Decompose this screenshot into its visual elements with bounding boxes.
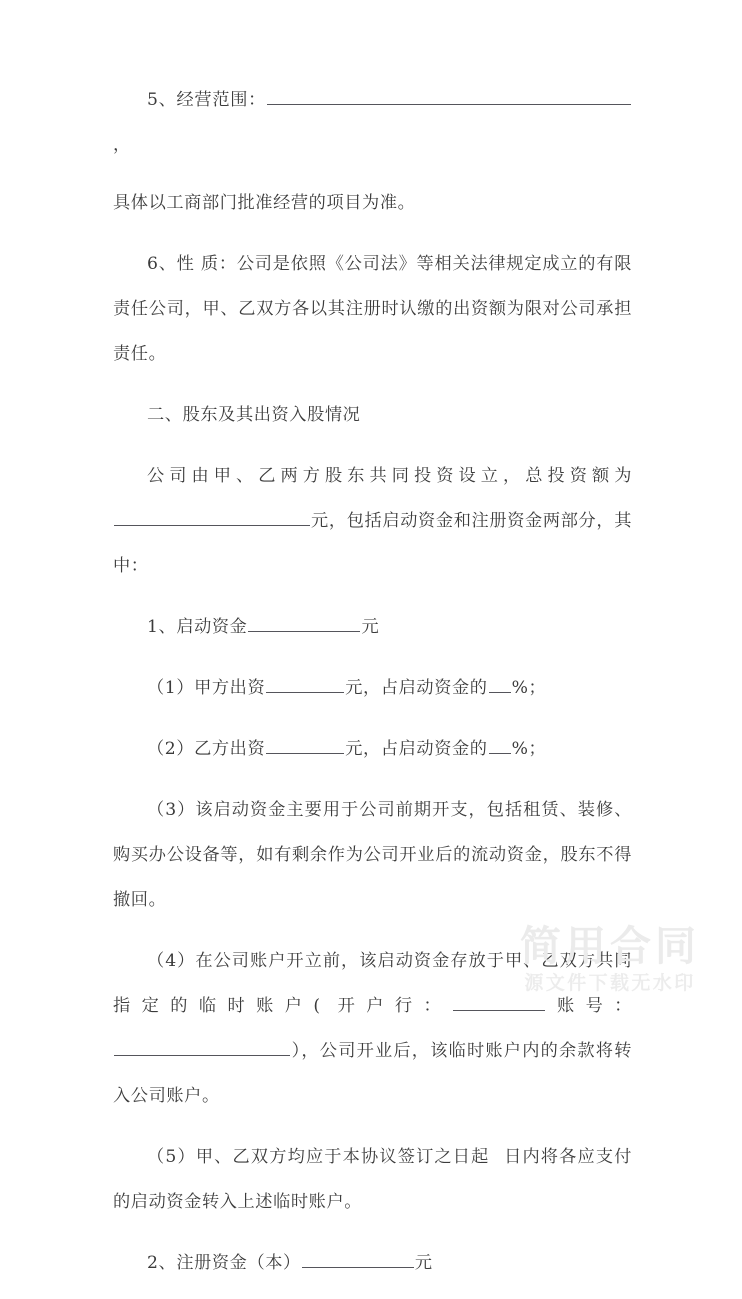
total-investment-prefix: 公司由甲、乙两方股东共同投资设立，总投资额为 — [147, 466, 632, 486]
party-b-amount-blank[interactable] — [266, 737, 344, 754]
paragraph-company-nature: 6、性 质：公司是依照《公司法》等相关法律规定成立的有限责任公司，甲、乙双方各以其注册时认缴的出资额为限对公司承担责任。 — [113, 254, 632, 364]
party-b-prefix: （2）乙方出资 — [147, 739, 266, 759]
business-scope-label: 5、经营范围： — [147, 90, 266, 110]
registered-capital-unit: 元 — [414, 1253, 433, 1273]
paragraph-total-investment — [113, 454, 632, 589]
business-scope-suffix: ， — [113, 135, 131, 155]
account-number-blank[interactable] — [114, 1039, 290, 1056]
watermark-brand: 简用合同 — [520, 922, 700, 971]
heading-section-two: 二、股东及其出资入股情况 — [147, 405, 361, 425]
party-a-percent-blank[interactable] — [489, 676, 511, 693]
party-a-suffix: %； — [511, 678, 547, 698]
opening-bank-blank[interactable] — [453, 994, 545, 1011]
paragraph-business-scope — [113, 78, 632, 168]
party-b-mid: 元，占启动资金的 — [345, 739, 488, 759]
paragraph-party-b-contribution — [113, 727, 632, 772]
paragraph-business-scope-continuation: 具体以工商部门批准经营的项目为准。 — [113, 193, 416, 213]
paragraph-startup-capital — [113, 605, 632, 650]
paragraph-party-a-contribution — [113, 666, 632, 711]
party-b-percent-blank[interactable] — [489, 737, 511, 754]
party-a-amount-blank[interactable] — [266, 676, 344, 693]
transfer-deadline-prefix: （5）甲、乙双方均应于本协议签订之日起 — [147, 1147, 490, 1167]
document-body — [113, 78, 632, 1299]
total-investment-suffix: 元，包括启动资金和注册资金两部分，其中： — [113, 511, 632, 576]
startup-capital-blank[interactable] — [248, 615, 360, 632]
paragraph-transfer-deadline — [113, 1135, 632, 1225]
account-number-label: 账号： — [546, 996, 632, 1016]
registered-capital-label: 2、注册资金（本） — [147, 1253, 301, 1273]
paragraph-temporary-account — [113, 939, 632, 1119]
paragraph-registered-capital — [113, 1241, 632, 1286]
registered-capital-blank[interactable] — [302, 1251, 414, 1268]
total-investment-blank[interactable] — [114, 509, 310, 526]
transfer-deadline-suffix: 日内将各应支付的启动资金转入上述临时账户。 — [113, 1147, 633, 1212]
temp-account-suffix: ），公司开业后，该临时账户内的余款将转入公司账户。 — [113, 1041, 632, 1106]
party-a-mid: 元，占启动资金的 — [345, 678, 488, 698]
party-a-prefix: （1）甲方出资 — [147, 678, 266, 698]
party-b-suffix: %； — [511, 739, 547, 759]
temp-account-prefix: （4）在公司账户开立前，该启动资金存放于甲、乙双方共同指定的临时账户( 开户行： — [113, 951, 632, 1016]
paragraph-startup-capital-usage: （3）该启动资金主要用于公司前期开支，包括租赁、装修、购买办公设备等，如有剩余作为公司开业后的流动资金，股东不得撤回。 — [113, 800, 632, 910]
startup-capital-unit: 元 — [361, 617, 380, 637]
watermark-tagline: 源文件下载无水印 — [524, 971, 696, 994]
startup-capital-label: 1、启动资金 — [147, 617, 248, 637]
business-scope-blank[interactable] — [267, 88, 631, 105]
